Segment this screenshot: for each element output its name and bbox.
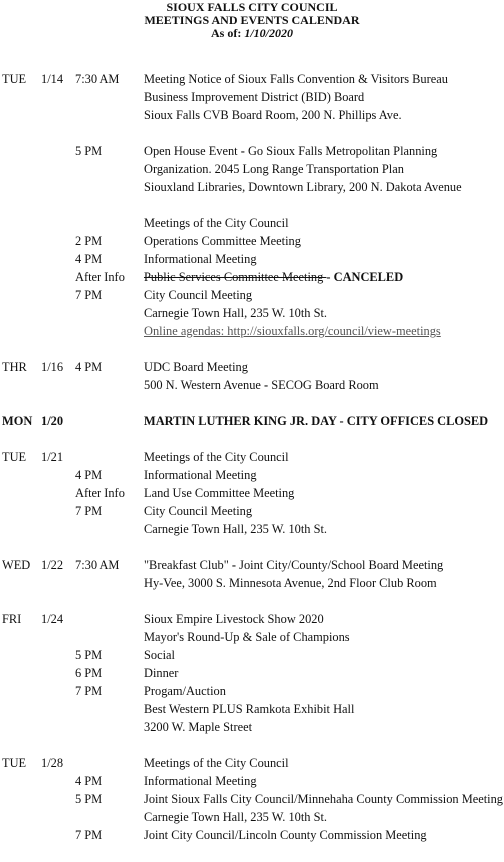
entry-date (41, 520, 75, 538)
entry-time (75, 754, 144, 772)
entry-description: UDC Board Meeting (144, 360, 248, 374)
entry-date (41, 826, 75, 844)
entry-date: 1/14 (41, 72, 64, 86)
asof-label: As of: (211, 26, 242, 40)
entry-day (0, 628, 41, 646)
agenda-link[interactable]: Online agendas: http://siouxfalls.org/council/view-meetings (144, 324, 441, 338)
entry-row (0, 610, 504, 628)
entry-time: 7 PM (75, 504, 103, 518)
entry-date: 1/20 (41, 414, 64, 428)
entry-description (144, 142, 504, 160)
entry-day (0, 214, 41, 232)
entry-row (0, 502, 504, 520)
entry-day (0, 268, 41, 286)
entry-row (0, 772, 504, 790)
entry-day (0, 232, 41, 250)
entry-description: Carnegie Town Hall, 235 W. 10th St. (144, 810, 328, 824)
entry-day: THR (2, 360, 27, 374)
entry-date (41, 376, 75, 394)
entry-row (0, 250, 504, 268)
entry-date (41, 484, 75, 502)
entry-description: Informational Meeting (144, 774, 257, 788)
entry-date (41, 142, 75, 160)
entry-description: Meeting Notice of Sioux Falls Convention & Visitors Bureau (144, 72, 448, 86)
entry-time (75, 106, 144, 124)
entry-description: MARTIN LUTHER KING JR. DAY - CITY OFFICES CLOSED (144, 414, 489, 428)
entry-time: 6 PM (75, 666, 103, 680)
entry-date (41, 664, 75, 682)
entry-row (0, 268, 504, 286)
entry-row (0, 70, 504, 88)
entry-description: Organization. 2045 Long Range Transportation Plan (144, 162, 404, 176)
entry-day (0, 88, 41, 106)
entry-time (75, 322, 144, 340)
entry-date (41, 682, 75, 700)
entry-time (75, 718, 144, 736)
entry-time (75, 610, 144, 628)
entry-day (0, 664, 41, 682)
entry-description (144, 376, 504, 394)
entry-row (0, 826, 504, 844)
entry-date (41, 772, 75, 790)
entry-description: Meetings of the City Council (144, 450, 289, 464)
calendar-entry (0, 70, 504, 124)
entry-date: 1/21 (41, 450, 64, 464)
entry-row (0, 322, 504, 340)
entry-day (0, 466, 41, 484)
entry-date (41, 574, 75, 592)
entry-date (41, 232, 75, 250)
entry-time: 5 PM (75, 144, 103, 158)
entry-description: Hy-Vee, 3000 S. Minnesota Avenue, 2nd Floor Club Room (144, 576, 437, 590)
entry-date: 1/28 (41, 756, 64, 770)
text-part: Open House Event (144, 144, 241, 158)
entry-row (0, 628, 504, 646)
entry-description: Informational Meeting (144, 252, 257, 266)
entry-time: 7:30 AM (75, 558, 120, 572)
entry-date (41, 88, 75, 106)
entry-description: Mayor's Round-Up & Sale of Champions (144, 630, 350, 644)
entry-row (0, 448, 504, 466)
entry-date (41, 178, 75, 196)
entry-row (0, 412, 504, 430)
entry-description: Best Western PLUS Ramkota Exhibit Hall (144, 702, 355, 716)
entry-day (0, 718, 41, 736)
entry-description: Meetings of the City Council (144, 216, 289, 230)
entry-time (75, 376, 144, 394)
entry-day (0, 502, 41, 520)
entry-day (0, 646, 41, 664)
entry-date (41, 790, 75, 808)
entry-date (41, 628, 75, 646)
entry-row (0, 304, 504, 322)
entry-time (75, 628, 144, 646)
entry-row (0, 358, 504, 376)
entry-time (75, 808, 144, 826)
entry-date (41, 466, 75, 484)
entry-description: Progam/Auction (144, 684, 226, 698)
entry-date (41, 700, 75, 718)
entry-time (75, 88, 144, 106)
entry-row (0, 808, 504, 826)
entry-row (0, 700, 504, 718)
emphasis-text: - (240, 144, 245, 158)
text-part: "Breakfast Club" (144, 558, 232, 572)
entry-day (0, 304, 41, 322)
entry-time (75, 448, 144, 466)
calendar-entry (0, 754, 504, 844)
header-title-calendar: MEETINGS AND EVENTS CALENDAR (144, 13, 360, 27)
entry-row (0, 466, 504, 484)
entry-description: Informational Meeting (144, 468, 257, 482)
asof-date: 1/10/2020 (244, 26, 293, 40)
entry-time (75, 160, 144, 178)
entry-day (0, 142, 41, 160)
entry-row (0, 88, 504, 106)
text-part: SECOG Board Room (268, 378, 379, 392)
entry-date: 1/16 (41, 360, 64, 374)
entry-day (0, 520, 41, 538)
entry-time: After Info (75, 270, 125, 284)
entry-row (0, 682, 504, 700)
entry-date (41, 214, 75, 232)
entry-time (75, 304, 144, 322)
entry-date: 1/22 (41, 558, 64, 572)
entry-description: Carnegie Town Hall, 235 W. 10th St. (144, 522, 328, 536)
entry-time: 7:30 AM (75, 72, 120, 86)
calendar-entries (0, 70, 504, 862)
entry-row (0, 178, 504, 196)
entry-description: Operations Committee Meeting (144, 234, 301, 248)
canceled-item: Public Services Committee Meeting (144, 270, 327, 284)
entry-day (0, 808, 41, 826)
entry-day: TUE (2, 756, 27, 770)
entry-time (75, 412, 144, 430)
entry-row (0, 664, 504, 682)
entry-date: 1/24 (41, 612, 64, 626)
entry-row (0, 286, 504, 304)
calendar-header (0, 0, 504, 40)
entry-row (0, 718, 504, 736)
entry-date (41, 304, 75, 322)
entry-row (0, 376, 504, 394)
calendar-entry (0, 412, 504, 430)
calendar-entry (0, 214, 504, 340)
header-asof (0, 27, 504, 40)
entry-time: 5 PM (75, 648, 103, 662)
entry-time: 7 PM (75, 288, 103, 302)
entry-day (0, 178, 41, 196)
entry-row (0, 754, 504, 772)
entry-day (0, 826, 41, 844)
entry-row (0, 556, 504, 574)
calendar-entry (0, 556, 504, 592)
entry-day (0, 286, 41, 304)
header-title-org: SIOUX FALLS CITY COUNCIL (166, 0, 338, 14)
entry-date (41, 268, 75, 286)
entry-description: 3200 W. Maple Street (144, 720, 253, 734)
entry-description: Sioux Empire Livestock Show 2020 (144, 612, 324, 626)
entry-description: Sioux Falls CVB Board Room, 200 N. Phillips Ave. (144, 108, 402, 122)
entry-day (0, 574, 41, 592)
entry-description: City Council Meeting (144, 504, 253, 518)
entry-day (0, 376, 41, 394)
entry-time: 7 PM (75, 828, 103, 842)
entry-row (0, 142, 504, 160)
entry-date (41, 286, 75, 304)
entry-time (75, 520, 144, 538)
entry-description: Land Use Committee Meeting (144, 486, 295, 500)
entry-description: Business Improvement District (BID) Board (144, 90, 365, 104)
entry-time (75, 178, 144, 196)
entry-row (0, 484, 504, 502)
entry-day (0, 106, 41, 124)
entry-description: City Council Meeting (144, 288, 253, 302)
entry-day: FRI (2, 612, 22, 626)
entry-row (0, 790, 504, 808)
text-part: Joint City/County/School Board Meeting (236, 558, 444, 572)
calendar-entry (0, 142, 504, 196)
emphasis-text: - (264, 378, 269, 392)
entry-time: 5 PM (75, 792, 103, 806)
emphasis-text: - (231, 558, 237, 572)
entry-time: 4 PM (75, 468, 103, 482)
entry-time (75, 214, 144, 232)
entry-date (41, 250, 75, 268)
text-part: 500 N. Western Avenue (144, 378, 265, 392)
entry-row (0, 160, 504, 178)
entry-row (0, 232, 504, 250)
entry-day: TUE (2, 450, 27, 464)
entry-description (144, 556, 504, 574)
entry-date (41, 808, 75, 826)
entry-description: Carnegie Town Hall, 235 W. 10th St. (144, 306, 328, 320)
calendar-entry (0, 610, 504, 736)
entry-row (0, 646, 504, 664)
entry-row (0, 520, 504, 538)
entry-day (0, 322, 41, 340)
entry-time: 4 PM (75, 360, 103, 374)
text-part: Go Sioux Falls Metropolitan Planning (244, 144, 438, 158)
calendar-entry (0, 358, 504, 394)
emphasis-text: - CANCELED (326, 270, 404, 284)
entry-day: MON (2, 414, 33, 428)
entry-day: TUE (2, 72, 27, 86)
entry-day (0, 484, 41, 502)
entry-day (0, 700, 41, 718)
entry-time: 4 PM (75, 774, 103, 788)
entry-day: WED (2, 558, 31, 572)
entry-time: 2 PM (75, 234, 103, 248)
entry-time: 4 PM (75, 252, 103, 266)
entry-date (41, 160, 75, 178)
entry-description: Siouxland Libraries, Downtown Library, 200 N. Dakota Avenue (144, 180, 462, 194)
entry-row (0, 574, 504, 592)
entry-time (75, 574, 144, 592)
entry-day (0, 790, 41, 808)
entry-day (0, 250, 41, 268)
entry-date (41, 646, 75, 664)
entry-day (0, 160, 41, 178)
entry-description (144, 268, 504, 286)
entry-day (0, 682, 41, 700)
entry-row (0, 214, 504, 232)
entry-time: 7 PM (75, 684, 103, 698)
entry-description: Joint Sioux Falls City Council/Minnehaha County Commission Meeting (144, 792, 503, 806)
entry-description: Meetings of the City Council (144, 756, 289, 770)
entry-date (41, 718, 75, 736)
entry-time (75, 700, 144, 718)
entry-time: After Info (75, 486, 125, 500)
entry-row (0, 106, 504, 124)
entry-description: Joint City Council/Lincoln County Commission Meeting (144, 828, 427, 842)
entry-date (41, 322, 75, 340)
calendar-entry (0, 448, 504, 538)
entry-description: Dinner (144, 666, 179, 680)
entry-date (41, 106, 75, 124)
entry-description: Social (144, 648, 175, 662)
entry-date (41, 502, 75, 520)
entry-day (0, 772, 41, 790)
